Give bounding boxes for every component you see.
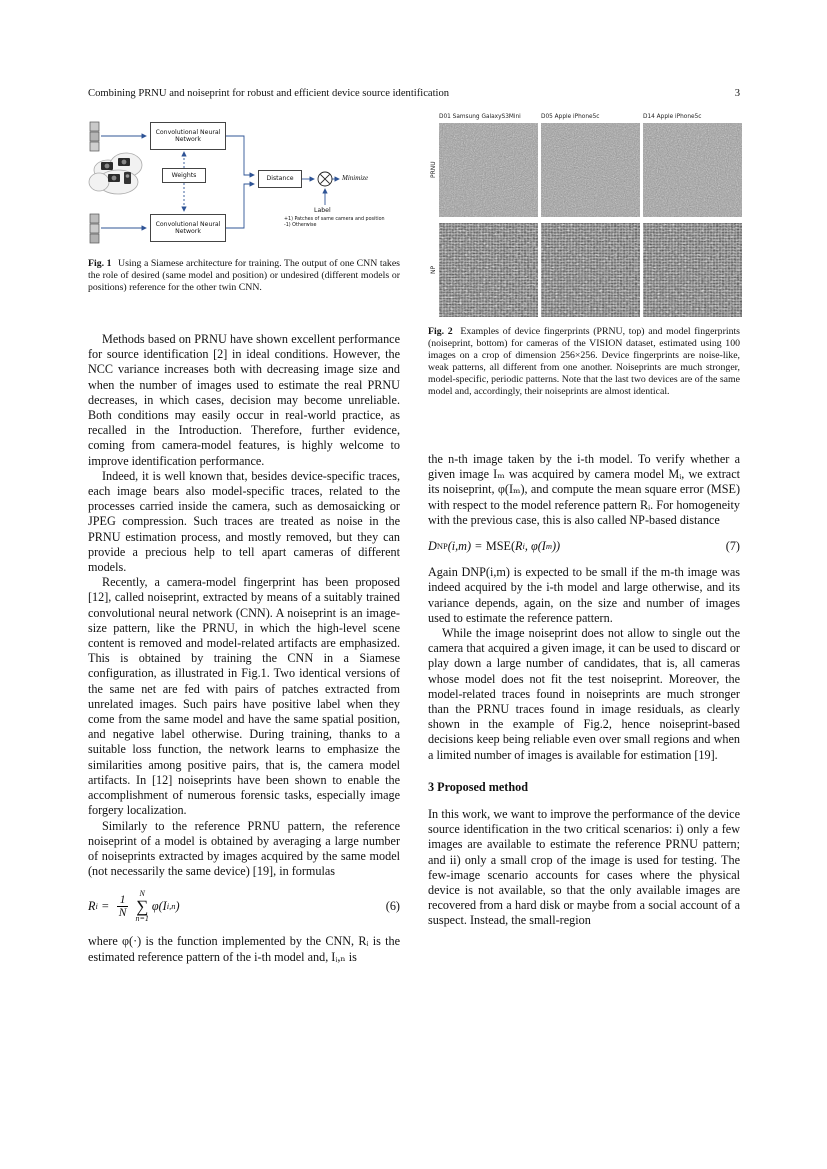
- patch-strip-bottom: [90, 214, 99, 243]
- noise-panel-prnu-d05: [541, 123, 640, 217]
- paragraph: While the image noiseprint does not allow to single out the camera that acquired a given image, it can be used to discard or play down a large number of candidates, that is, all cameras whose model does not fit the test noiseprint. Moreover, the model-related traces found in noiseprints are much stronger than the PRNU traces found in image residuals, as clearly shown in the example of Fig.2, hence noiseprint-based decisions keep being reliable even over small regions and when a limited number of images is available for estimation [19].: [428, 626, 740, 762]
- fig1-caption: [88, 258, 400, 294]
- noise-panel-np-d01: [439, 223, 538, 317]
- paragraph: In this work, we want to improve the performance of the device source identification in the two critical scenarios: i) only a few images are available to estimate the reference PRNU pattern; and ii) only a small crop of the image is used for testing. The few-image scenario accounts for cases where the physical device is not available, so that the only available images are recovered from a hard disk or maybe from a social account of a suspect. Instead, the small-region: [428, 807, 740, 928]
- label-description: [284, 217, 400, 230]
- equation-number: (6): [385, 899, 400, 914]
- paragraph: where φ(·) is the function implemented by the CNN, Rᵢ is the estimated reference pattern of the i-th model and, Iᵢ,ₙ is: [88, 934, 400, 964]
- figure-2: [428, 114, 742, 317]
- left-column: [88, 332, 400, 965]
- equation-6: R i = $\frac{1}{N}$ N ∑ n=1 φ(I i,n ) (6): [88, 889, 400, 924]
- weights-box: Weights: [162, 168, 206, 183]
- fig2-row-label-prnu: PRNU: [430, 161, 437, 179]
- paragraph: the n-th image taken by the i-th model. To verify whether a given image Iₘ was acquired by camera model Mᵢ, we extract its noiseprint, φ(Iₘ), and compute the mean square error (MSE) with respect to the model reference pattern Rᵢ. For homogeneity with the previous case, this is also called NP-based distance: [428, 452, 740, 527]
- paragraph: Again DNP(i,m) is expected to be small if the m-th image was indeed acquired by the i-th model and large otherwise, and its variance depends, again, on the size and number of images used to estimate the reference pattern.: [428, 565, 740, 625]
- distance-box: Distance: [258, 170, 302, 188]
- fig1-caption-label: Fig. 1: [88, 258, 112, 269]
- fraction: $\frac{1}{N}$: [117, 894, 129, 920]
- noise-panel-np-d14: [643, 223, 742, 317]
- paragraph: Indeed, it is well known that, besides device-specific traces, each image bears also model-specific traces, related to the processes carried inside the camera, such as demosaicking or JPEG compression. Such traces are treated as noise in the PRNU estimation process, and mostly removed, but they can provide a precious help to tell apart cameras of different models.: [88, 468, 400, 575]
- fig2-row-label-np: NP: [430, 265, 437, 275]
- noise-panel-np-d05: [541, 223, 640, 317]
- multiply-node: [318, 172, 332, 186]
- fig2-col-label-d05: D05 Apple iPhone5c: [541, 114, 600, 120]
- cnn-bottom-box: Convolutional Neural Network: [150, 214, 226, 242]
- label-line-positive: +1) Patches of same camera and position: [284, 217, 385, 222]
- label-line-negative: -1) Otherwise: [284, 223, 317, 229]
- figure-1-diagram: [88, 114, 400, 254]
- paragraph: Methods based on PRNU have shown excellent performance for source identification [2] in ideal conditions. However, the NCC variance increases both with decreasing image size and when the number of images used to estimate the real PRNU decreases, in which cases, decision may become unreliable. Both conditions may easily occur in real-world practice, as recalled in the Introduction. Therefore, further evidence, coming from camera-model features, is highly welcome to improve identification performance.: [88, 332, 400, 468]
- fig2-col-label-d01: D01 Samsung GalaxyS3Mini: [439, 114, 521, 120]
- fig2-col-label-d14: D14 Apple iPhone5c: [643, 114, 702, 120]
- fig2-caption-text: Examples of device fingerprints (PRNU, top) and model fingerprints (noiseprint, bottom) for cameras of the VISION dataset, estimated using 100 images on a crop of dimension 256×256. Device fingerprints are noise-like, weak patterns, all different from one another. Noiseprints are much stronger, model-specific, periodic patterns. Note that the last two devices are of the same model and, accordingly, their noiseprints are almost identical.: [428, 326, 740, 397]
- fig2-caption-label: Fig. 2: [428, 326, 453, 337]
- paragraph: Similarly to the reference PRNU pattern, the reference noiseprint of a model is obtained by averaging a large number of noiseprints extracted by images acquired by the same model (not necessarily the same device) [19], in formulas: [88, 818, 400, 879]
- fig2-caption: [428, 326, 740, 397]
- equation-7: D NP (i,m) = MSE( R i , φ(I m )) (7): [428, 539, 740, 554]
- summation-symbol: N ∑ n=1: [135, 889, 149, 924]
- paper-title: Combining PRNU and noiseprint for robust and efficient device source identification: [88, 88, 450, 99]
- cnn-top-box: Convolutional Neural Network: [150, 122, 226, 150]
- diagram-connectors: [88, 114, 400, 254]
- right-column: [428, 452, 740, 929]
- equation-number: (7): [725, 539, 740, 554]
- label-title: Label: [314, 207, 331, 214]
- fig1-caption-text: Using a Siamese architecture for training. The output of one CNN takes the role of desired (same model and position) or undesired (different models or positions) reference for the other twin CNN.: [88, 258, 400, 293]
- page-number: 3: [734, 88, 740, 99]
- fig2-column-labels: [439, 114, 742, 123]
- section-heading: 3 Proposed method: [428, 779, 528, 794]
- noise-panel-prnu-d14: [643, 123, 742, 217]
- noise-panel-prnu-d01: [439, 123, 538, 217]
- camera-cloud-icon: [89, 153, 142, 194]
- paragraph: Recently, a camera-model fingerprint has been proposed [12], called noiseprint, extracted by means of a suitably trained convolutional neural network (CNN). A noiseprint is an image-size pattern, like the PRNU, in which the high-level scene content is removed and model-related artifacts are emphasized. This is obtained by training the CNN in a Siamese configuration, as illustrated in Fig.1. Two identical versions of the same net are fed with pairs of patches extracted from unrelated images. Such pairs have positive label when they come from the same model and have the same spatial position, and negative label otherwise. During training, thanks to a suitable loss function, the network learns to emphasize the similarities among positive pairs, that is, the camera model artifacts. In [12] noiseprints have been shown to enable the accomplishment of numerous forensic tasks, especially image forgery localization.: [88, 575, 400, 818]
- minimize-label: Minimize: [342, 174, 369, 182]
- patch-strip-top: [90, 122, 99, 151]
- page-header: [88, 88, 740, 99]
